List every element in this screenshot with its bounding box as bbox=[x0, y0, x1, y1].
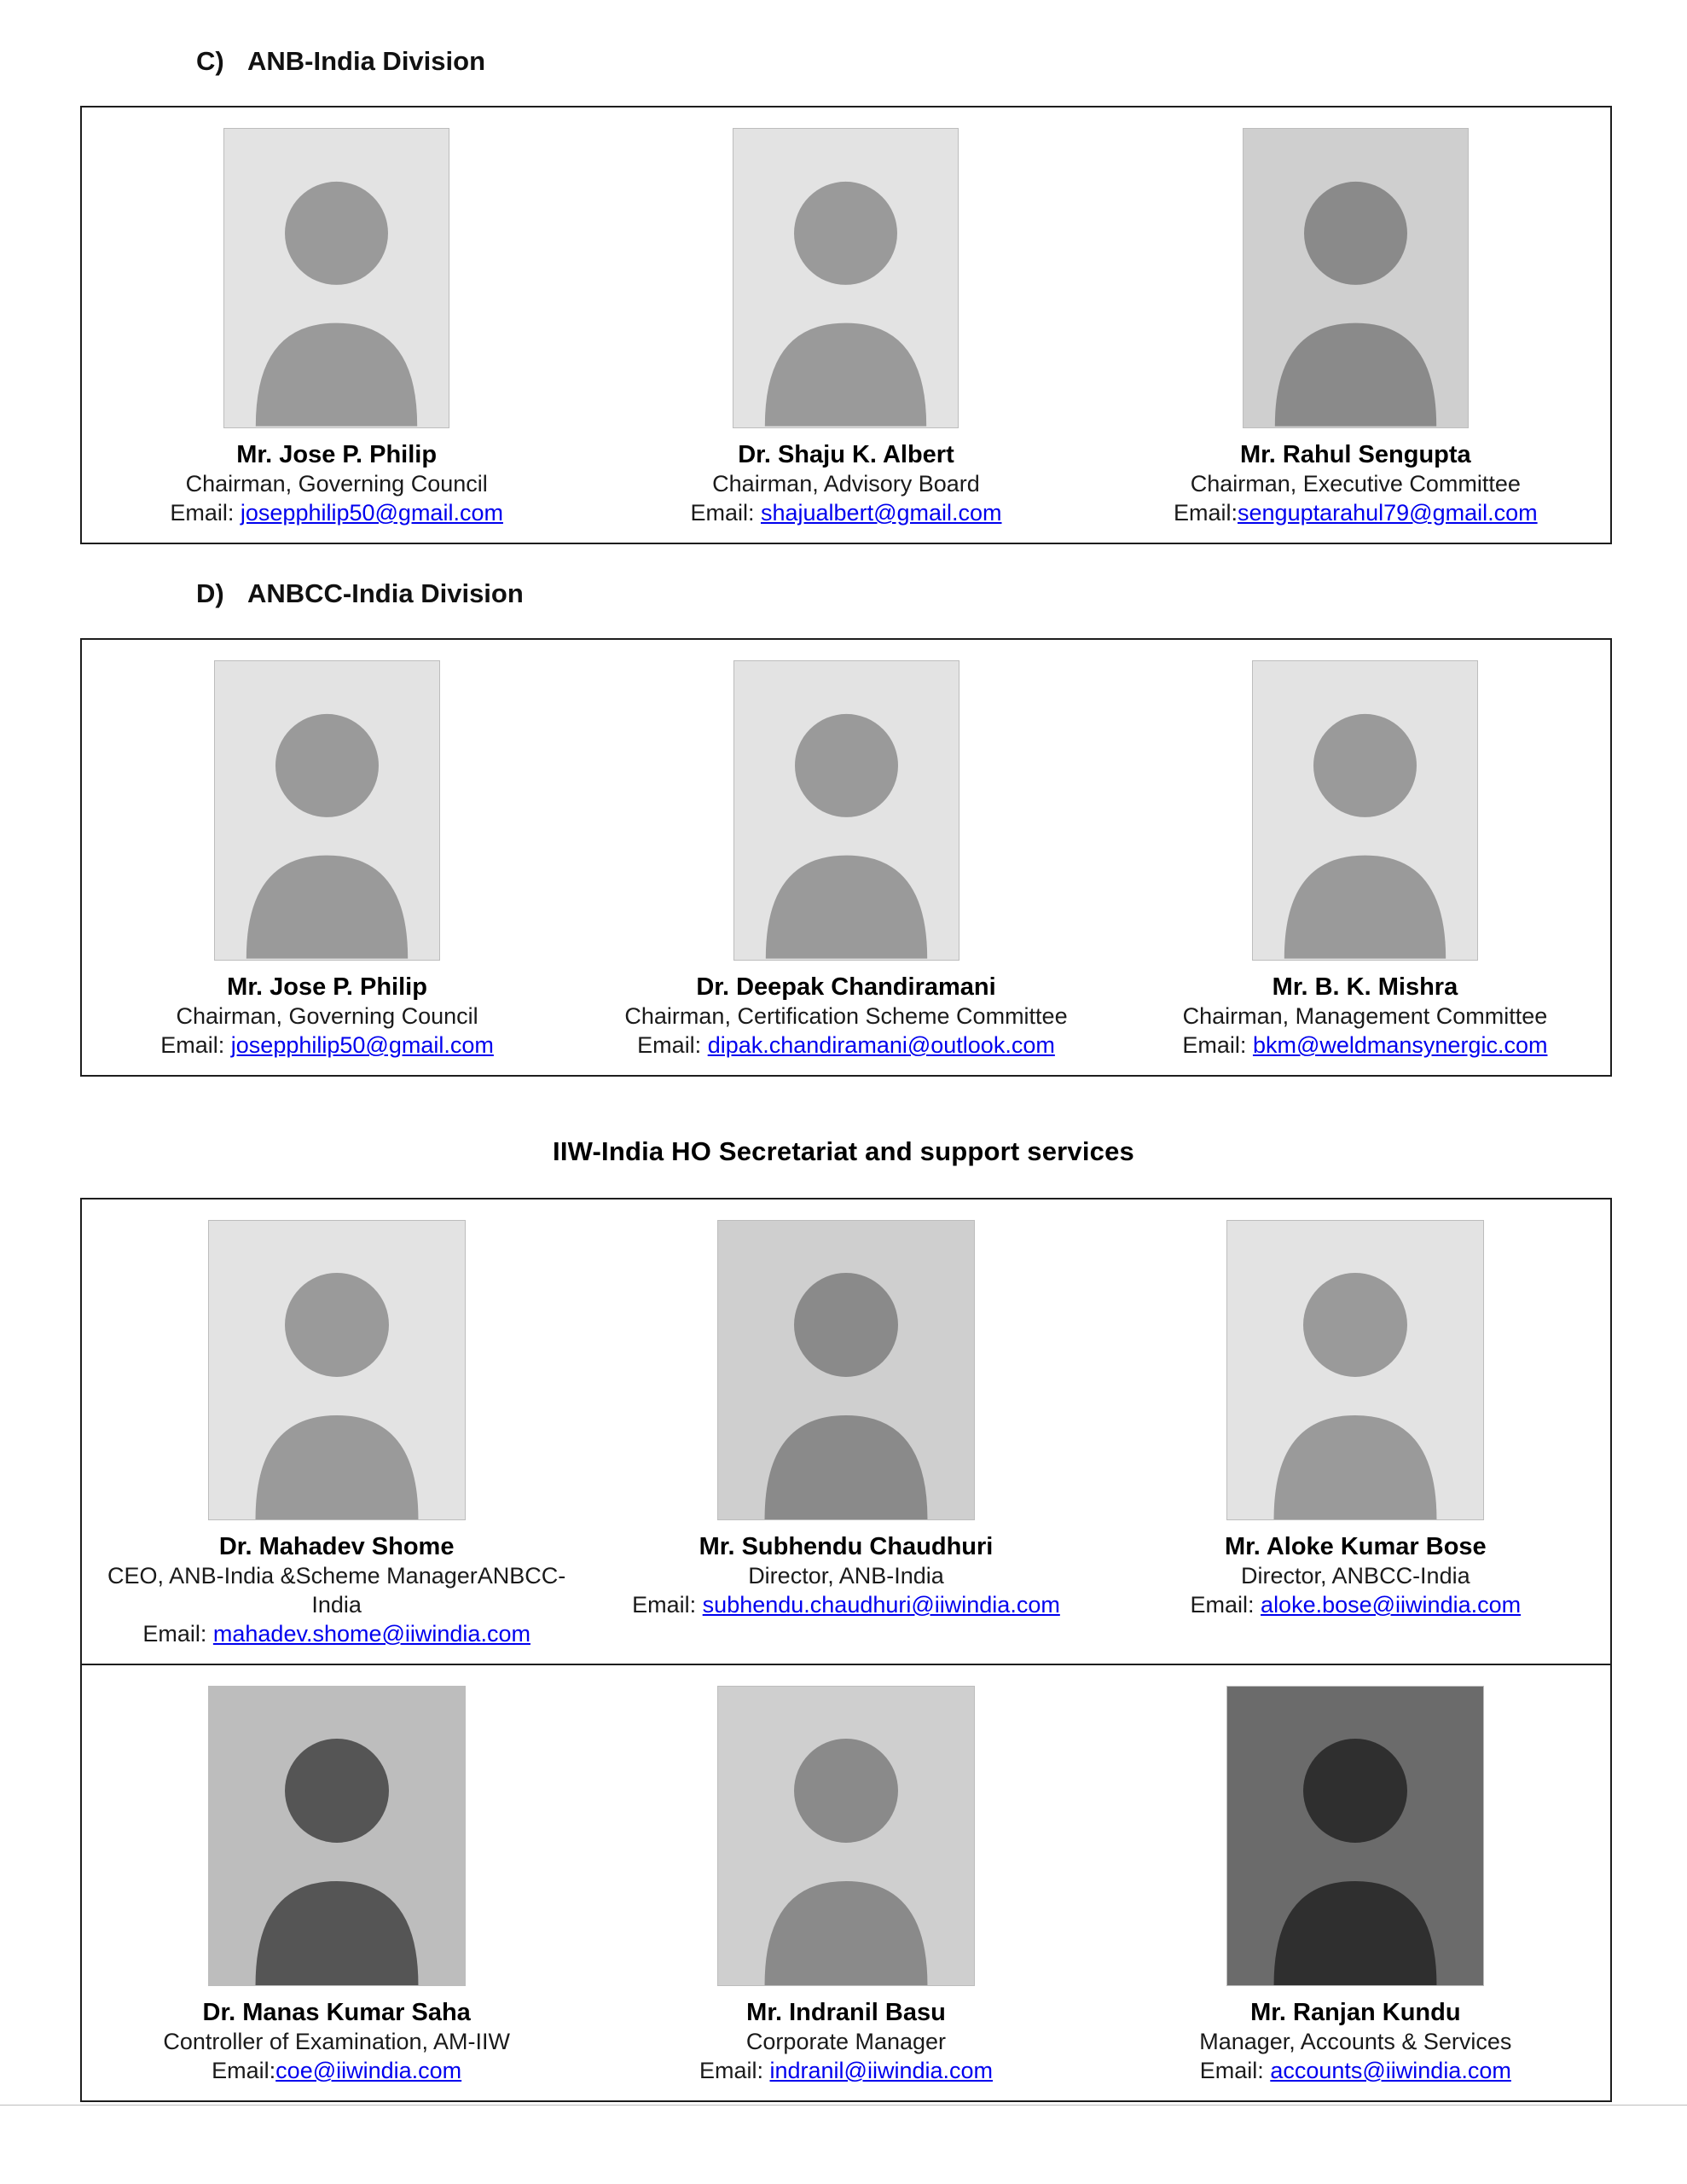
secretariat-panel bbox=[80, 1198, 1612, 2102]
member-role: Chairman, Executive Committee bbox=[1190, 471, 1521, 497]
email-link[interactable]: accounts@iiwindia.com bbox=[1270, 2058, 1511, 2083]
person-silhouette-icon bbox=[718, 1221, 974, 1519]
person-silhouette-icon bbox=[1253, 661, 1477, 960]
page-bottom-rule bbox=[0, 2105, 1687, 2106]
member-card bbox=[1101, 1199, 1610, 1635]
member-email-line bbox=[90, 1619, 583, 1648]
portrait-photo bbox=[223, 128, 449, 428]
email-link[interactable]: senguptarahul79@gmail.com bbox=[1238, 500, 1538, 526]
member-card bbox=[591, 107, 1100, 543]
member-role: Manager, Accounts & Services bbox=[1199, 2029, 1512, 2054]
member-name: Mr. Aloke Kumar Bose bbox=[1224, 1533, 1487, 1560]
member-email-line bbox=[1110, 498, 1602, 527]
portrait-photo bbox=[1226, 1686, 1484, 1986]
member-name: Dr. Manas Kumar Saha bbox=[202, 1999, 471, 2026]
member-role: CEO, ANB-India &Scheme ManagerANBCC-India bbox=[107, 1563, 566, 1618]
member-email-line bbox=[581, 1031, 1111, 1060]
member-card bbox=[1101, 107, 1610, 543]
email-link[interactable]: bkm@weldmansynergic.com bbox=[1252, 1032, 1548, 1058]
portrait-photo bbox=[1252, 660, 1478, 961]
member-role: Chairman, Management Committee bbox=[1182, 1003, 1548, 1029]
email-link[interactable]: dipak.chandiramani@outlook.com bbox=[707, 1032, 1055, 1058]
email-label: Email: bbox=[632, 1592, 703, 1618]
email-link[interactable]: josepphilip50@gmail.com bbox=[240, 500, 503, 526]
secretariat-row-2 bbox=[82, 1664, 1610, 2100]
member-card bbox=[1101, 1665, 1610, 2100]
portrait-photo bbox=[1226, 1220, 1484, 1520]
member-name: Mr. Jose P. Philip bbox=[236, 441, 438, 468]
member-name: Dr. Shaju K. Albert bbox=[738, 441, 954, 468]
section-c-header bbox=[196, 46, 1687, 77]
person-silhouette-icon bbox=[718, 1687, 974, 1985]
member-name: Mr. Indranil Basu bbox=[746, 1999, 946, 2026]
member-role: Director, ANBCC-India bbox=[1241, 1563, 1470, 1589]
section-c-title: ANB-India Division bbox=[247, 46, 486, 76]
member-email-line bbox=[1128, 1031, 1602, 1060]
member-card bbox=[572, 640, 1120, 1075]
person-silhouette-icon bbox=[734, 661, 959, 960]
member-email-line bbox=[90, 2056, 583, 2085]
member-card bbox=[82, 1665, 591, 2100]
portrait-photo bbox=[717, 1686, 975, 1986]
division-d-panel bbox=[80, 638, 1612, 1077]
section-d-title: ANBCC-India Division bbox=[247, 578, 524, 608]
section-d-header bbox=[196, 578, 1687, 609]
member-name: Dr. Deepak Chandiramani bbox=[696, 973, 996, 1001]
email-label: Email: bbox=[699, 2058, 770, 2083]
member-role: Director, ANB-India bbox=[748, 1563, 944, 1589]
email-link[interactable]: aloke.bose@iiwindia.com bbox=[1261, 1592, 1522, 1618]
person-silhouette-icon bbox=[209, 1687, 465, 1985]
person-silhouette-icon bbox=[1244, 129, 1468, 427]
email-link[interactable]: josepphilip50@gmail.com bbox=[230, 1032, 494, 1058]
email-label: Email: bbox=[170, 500, 241, 526]
email-label: Email: bbox=[142, 1621, 213, 1647]
member-name: Dr. Mahadev Shome bbox=[218, 1533, 455, 1560]
member-name: Mr. Subhendu Chaudhuri bbox=[699, 1533, 994, 1560]
member-role: Chairman, Advisory Board bbox=[712, 471, 980, 497]
portrait-photo bbox=[1243, 128, 1469, 428]
secretariat-title: IIW-India HO Secretariat and support services bbox=[553, 1136, 1134, 1166]
email-link[interactable]: coe@iiwindia.com bbox=[275, 2058, 462, 2083]
portrait-photo bbox=[208, 1220, 466, 1520]
member-card bbox=[82, 1199, 591, 1664]
email-link[interactable]: subhendu.chaudhuri@iiwindia.com bbox=[702, 1592, 1060, 1618]
member-email-line bbox=[600, 1590, 1092, 1619]
member-name: Mr. Rahul Sengupta bbox=[1239, 441, 1471, 468]
email-link[interactable]: shajualbert@gmail.com bbox=[760, 500, 1002, 526]
member-card bbox=[82, 107, 591, 543]
person-silhouette-icon bbox=[1227, 1687, 1483, 1985]
email-label: Email: bbox=[212, 2058, 276, 2083]
member-name: Mr. B. K. Mishra bbox=[1272, 973, 1458, 1001]
email-label: Email: bbox=[160, 1032, 231, 1058]
secretariat-row-1 bbox=[82, 1199, 1610, 1664]
email-link[interactable]: mahadev.shome@iiwindia.com bbox=[212, 1621, 530, 1647]
section-d-label: D) bbox=[196, 578, 224, 608]
person-silhouette-icon bbox=[209, 1221, 465, 1519]
member-role: Controller of Examination, AM-IIW bbox=[163, 2029, 510, 2054]
member-card bbox=[1120, 640, 1610, 1075]
member-card bbox=[591, 1665, 1100, 2100]
member-email-line bbox=[90, 1031, 564, 1060]
member-role: Corporate Manager bbox=[745, 2029, 947, 2054]
portrait-photo bbox=[717, 1220, 975, 1520]
email-label: Email: bbox=[1182, 1032, 1253, 1058]
email-label: Email: bbox=[1190, 1592, 1261, 1618]
member-email-line bbox=[1110, 1590, 1602, 1619]
member-role: Chairman, Certification Scheme Committee bbox=[624, 1003, 1068, 1029]
member-email-line bbox=[90, 498, 583, 527]
person-silhouette-icon bbox=[224, 129, 449, 427]
section-c-label: C) bbox=[196, 46, 224, 76]
member-name: Mr. Ranjan Kundu bbox=[1250, 1999, 1461, 2026]
member-email-line bbox=[600, 498, 1092, 527]
email-link[interactable]: indranil@iiwindia.com bbox=[769, 2058, 994, 2083]
email-label: Email: bbox=[690, 500, 761, 526]
portrait-photo bbox=[733, 128, 959, 428]
portrait-photo bbox=[214, 660, 440, 961]
member-card bbox=[591, 1199, 1100, 1635]
email-label: Email: bbox=[1199, 2058, 1271, 2083]
person-silhouette-icon bbox=[215, 661, 439, 960]
division-c-panel bbox=[80, 106, 1612, 544]
member-card bbox=[82, 640, 572, 1075]
portrait-photo bbox=[733, 660, 959, 961]
person-silhouette-icon bbox=[1227, 1221, 1483, 1519]
portrait-photo bbox=[208, 1686, 466, 1986]
member-email-line bbox=[1110, 2056, 1602, 2085]
member-role: Chairman, Governing Council bbox=[185, 471, 488, 497]
member-name: Mr. Jose P. Philip bbox=[227, 973, 427, 1001]
email-label: Email: bbox=[1174, 500, 1238, 526]
member-role: Chairman, Governing Council bbox=[176, 1003, 478, 1029]
email-label: Email: bbox=[637, 1032, 708, 1058]
member-email-line bbox=[600, 2056, 1092, 2085]
person-silhouette-icon bbox=[733, 129, 958, 427]
